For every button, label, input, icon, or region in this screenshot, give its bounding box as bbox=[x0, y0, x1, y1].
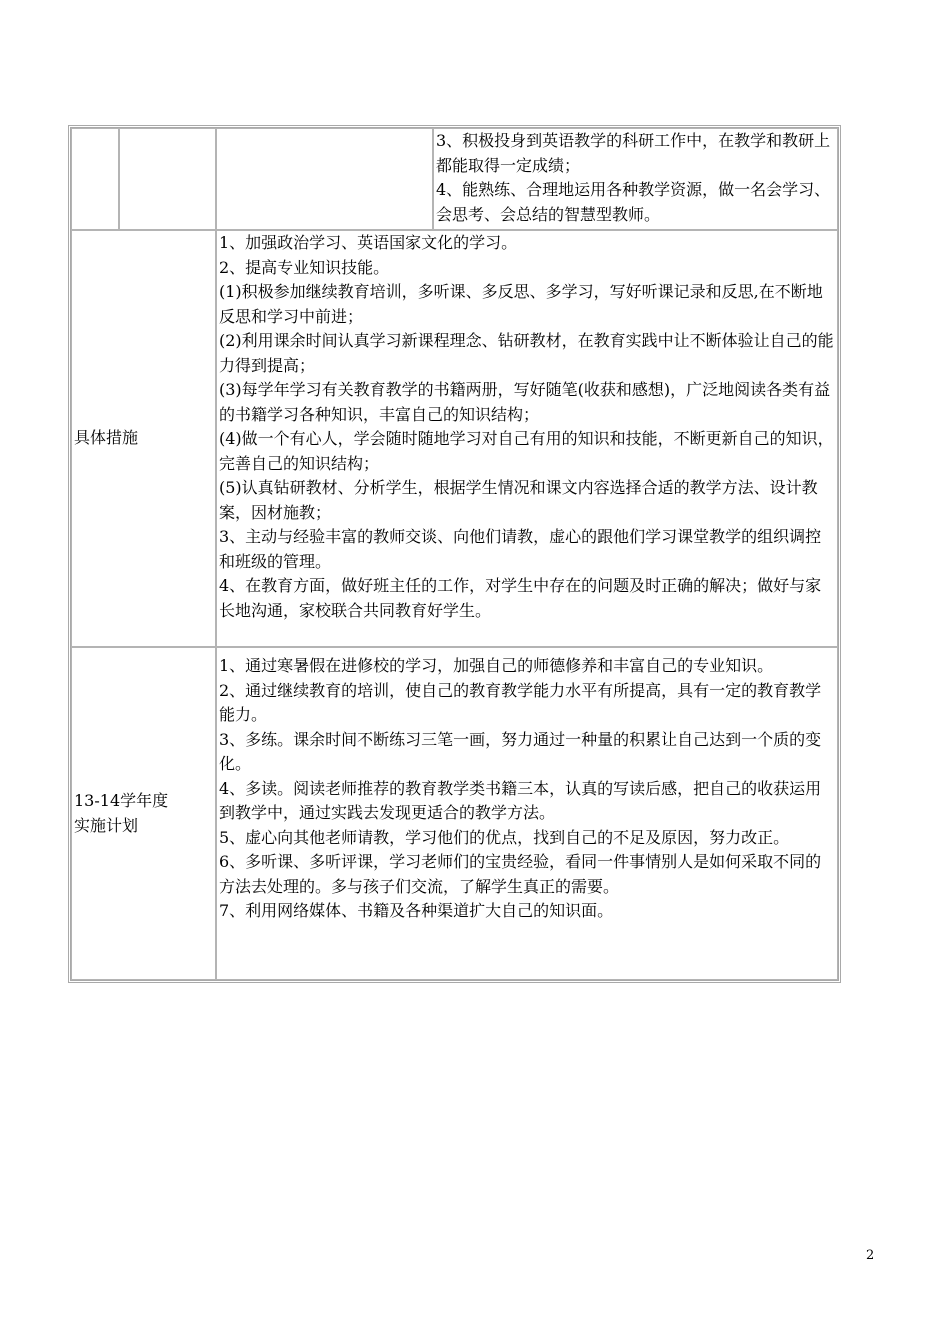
goal-line-4: 4、能熟练、合理地运用各种教学资源，做一名会学习、会思考、会总结的智慧型教师。 bbox=[436, 180, 831, 224]
plan-row bbox=[71, 647, 838, 980]
plan-cell bbox=[216, 647, 838, 980]
plan-label-line1: 13-14学年度 bbox=[74, 791, 169, 810]
measure-line: (4)做一个有心人，学会随时随地学习对自己有用的知识和技能，不断更新自己的知识，完善自己的知识结构； bbox=[219, 429, 834, 473]
empty-cell bbox=[216, 128, 433, 230]
goal-line-3: 3、积极投身到英语教学的科研工作中，在教学和教研上都能取得一定成绩； bbox=[436, 131, 831, 175]
plan-label-line2: 实施计划 bbox=[74, 815, 139, 835]
plan-table bbox=[68, 125, 841, 983]
plan-line: 3、多练。课余时间不断练习三笔一画，努力通过一种量的积累让自己达到一个质的变化。 bbox=[219, 729, 822, 773]
measure-line: 1、加强政治学习、英语国家文化的学习。 bbox=[219, 233, 518, 252]
goals-cell bbox=[433, 128, 838, 230]
measure-line: 3、主动与经验丰富的教师交谈、向他们请教，虚心的跟他们学习课堂教学的组织调控和班级的管理。 bbox=[219, 527, 822, 571]
plan-line: 6、多听课、多听评课，学习老师们的宝贵经验，看同一件事情别人是如何采取不同的方法去处理的。多与孩子们交流，了解学生真正的需要。 bbox=[219, 852, 822, 896]
empty-cell bbox=[119, 128, 216, 230]
measure-line: (2)利用课余时间认真学习新课程理念、钻研教材，在教育实践中让不断体验让自己的能力得到提高； bbox=[219, 331, 834, 375]
measures-label: 具体措施 bbox=[71, 230, 216, 647]
plan-line: 4、多读。阅读老师推荐的教育教学类书籍三本，认真的写读后感，把自己的收获运用到教学中，通过实践去发现更适合的教学方法。 bbox=[219, 778, 822, 822]
empty-cell bbox=[71, 128, 119, 230]
measure-line: 4、在教育方面，做好班主任的工作，对学生中存在的问题及时正确的解决；做好与家长地沟通，家校联合共同教育好学生。 bbox=[219, 576, 822, 620]
page-number: 2 bbox=[866, 1248, 875, 1263]
goals-row bbox=[71, 128, 838, 230]
measures-row bbox=[71, 230, 838, 647]
measures-cell bbox=[216, 230, 838, 647]
measure-line: (3)每学年学习有关教育教学的书籍两册，写好随笔(收获和感想)，广泛地阅读各类有益的书籍学习各种知识，丰富自己的知识结构； bbox=[219, 380, 831, 424]
plan-line: 7、利用网络媒体、书籍及各种渠道扩大自己的知识面。 bbox=[219, 901, 614, 920]
plan-line: 1、通过寒暑假在进修校的学习，加强自己的师德修养和丰富自己的专业知识。 bbox=[219, 656, 774, 675]
measure-line: (5)认真钻研教材、分析学生，根据学生情况和课文内容选择合适的教学方法、设计教案，因材施教； bbox=[219, 478, 818, 522]
plan-line: 2、通过继续教育的培训，使自己的教育教学能力水平有所提高，具有一定的教育教学能力。 bbox=[219, 680, 822, 724]
plan-label bbox=[71, 647, 216, 980]
measure-line: (1)积极参加继续教育培训，多听课、多反思、多学习，写好听课记录和反思,在不断地反思和学习中前进； bbox=[219, 282, 823, 326]
measure-line: 2、提高专业知识技能。 bbox=[219, 257, 390, 277]
plan-line: 5、虚心向其他老师请教，学习他们的优点，找到自己的不足及原因，努力改正。 bbox=[219, 827, 790, 847]
